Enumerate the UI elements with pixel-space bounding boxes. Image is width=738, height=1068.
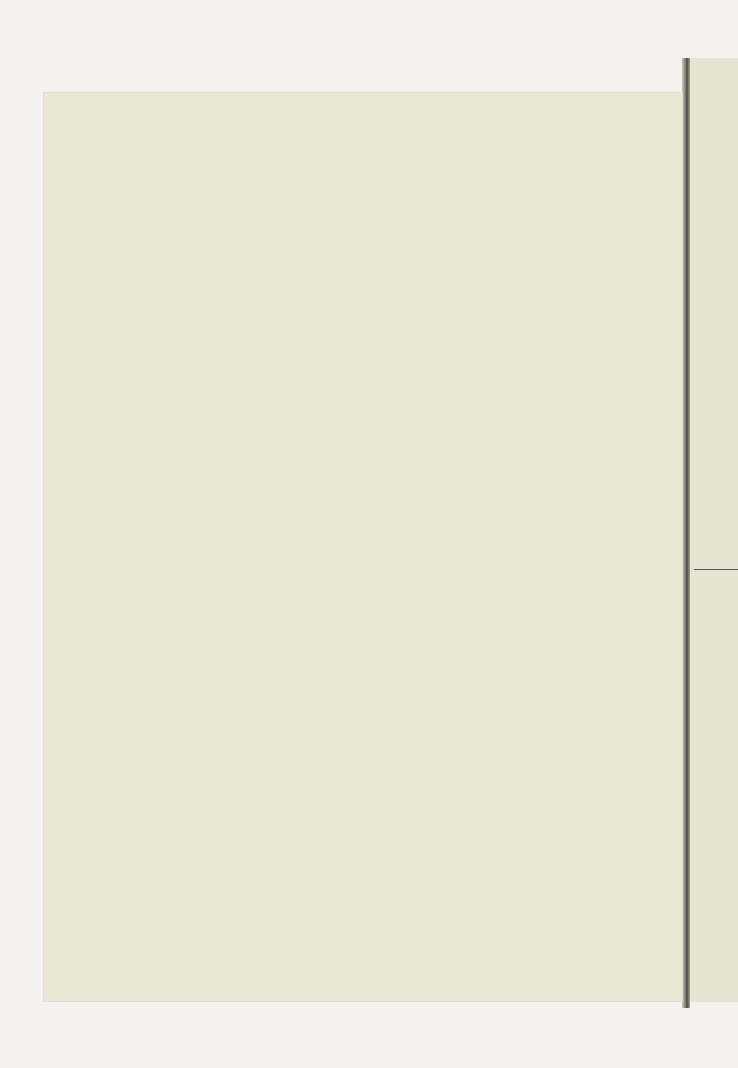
book-gutter [682, 58, 690, 1008]
facing-page [690, 58, 738, 1002]
facing-footnote-rule [694, 569, 738, 570]
book-page [43, 92, 683, 1002]
